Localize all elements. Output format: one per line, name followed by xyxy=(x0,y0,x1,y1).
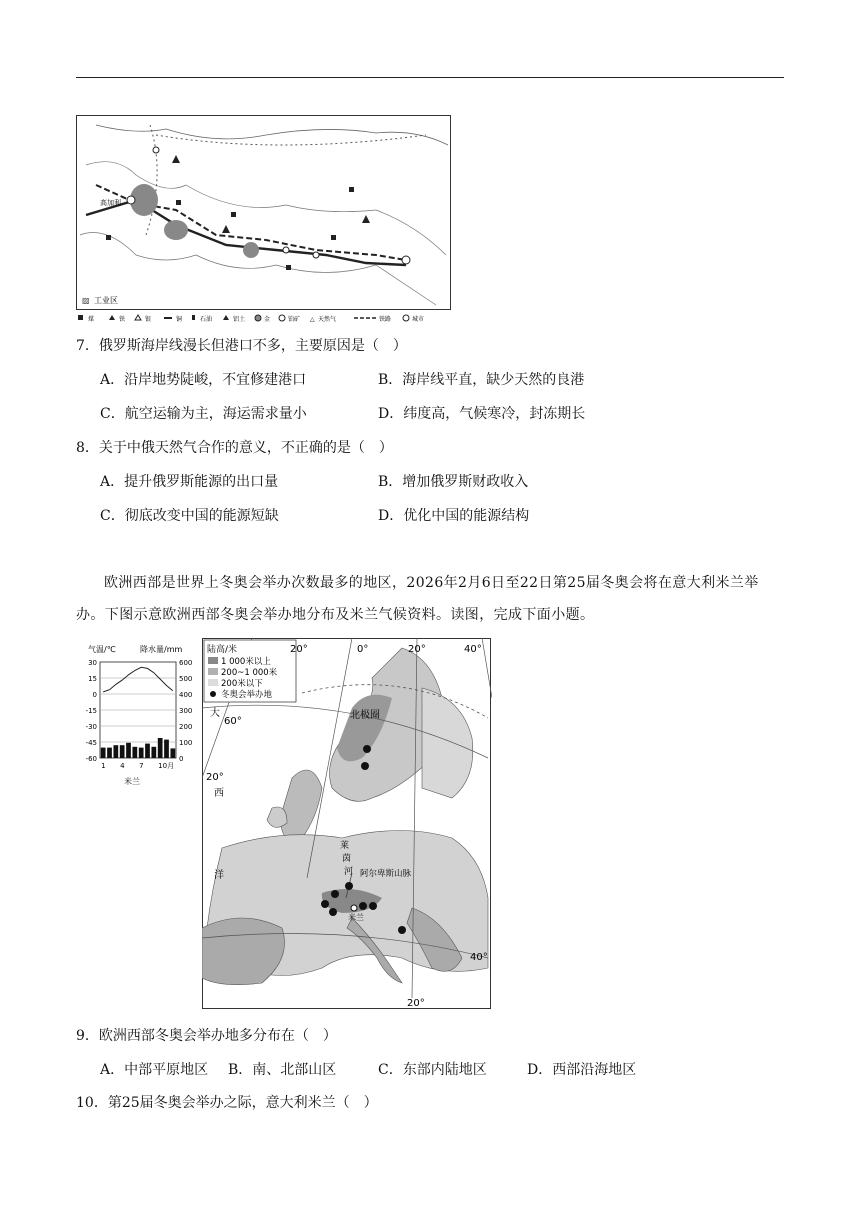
month-tick: 10月 xyxy=(158,762,175,770)
temp-tick: -30 xyxy=(85,723,97,731)
precip-tick: 600 xyxy=(179,659,193,667)
gas-icon: △ xyxy=(310,316,315,323)
lat-label-60: 60° xyxy=(224,716,242,727)
olympic-site xyxy=(345,882,353,890)
temp-tick: -60 xyxy=(85,755,97,763)
legend-item-low: 200米以下 xyxy=(221,679,263,689)
precip-bar xyxy=(113,745,118,758)
legend-mid-swatch xyxy=(208,668,218,675)
olympic-site xyxy=(359,902,367,910)
svg-text:铜: 铜 xyxy=(176,316,183,323)
svg-text:▨: ▨ xyxy=(82,296,90,305)
coal-icon xyxy=(78,315,83,320)
temp-axis-label: 气温/℃ xyxy=(88,645,116,654)
russia-legend xyxy=(78,315,424,323)
legend-low-swatch xyxy=(208,679,218,686)
q8-option-c[interactable]: C．彻底改变中国的能源短缺 xyxy=(100,508,279,524)
month-tick: 1 xyxy=(101,762,106,770)
olympic-site xyxy=(363,745,371,753)
svg-text:金: 金 xyxy=(264,316,271,323)
question-9-stem: 9．欧洲西部冬奥会举办地多分布在（ ） xyxy=(76,1028,337,1044)
q8-option-b[interactable]: B．增加俄罗斯财政收入 xyxy=(378,474,529,490)
q7-option-a[interactable]: A．沿岸地势陡峻，不宜修建港口 xyxy=(100,372,307,388)
industrial-zone-label: 工业区 xyxy=(94,296,118,305)
precip-bar xyxy=(158,738,163,758)
precip-bar xyxy=(151,747,156,758)
city-icon xyxy=(403,315,409,321)
q7-option-d[interactable]: D．纬度高，气候寒冷，封冻期长 xyxy=(378,406,586,422)
russia-resource-map xyxy=(76,115,454,327)
precip-bar xyxy=(126,743,131,758)
precip-bar xyxy=(120,745,125,758)
legend-item-high: 1 000米以上 xyxy=(221,657,271,667)
rhine-char-2: 茵 xyxy=(342,854,352,864)
ocean-char-2: 西 xyxy=(214,788,224,799)
question-10-stem: 10．第25届冬奥会举办之际，意大利米兰（ ） xyxy=(76,1095,378,1111)
europe-map xyxy=(202,638,492,1010)
olympic-site xyxy=(331,890,339,898)
q9-option-d[interactable]: D．西部沿海地区 xyxy=(527,1062,637,1078)
month-tick: 4 xyxy=(120,762,125,770)
header-rule xyxy=(76,77,784,78)
oil-icon xyxy=(192,315,195,320)
olympic-site xyxy=(369,902,377,910)
temp-tick: -15 xyxy=(85,707,97,715)
q9-option-c[interactable]: C．东部内陆地区 xyxy=(378,1062,487,1078)
lat-label-40: 40° xyxy=(470,952,488,963)
q7-option-c[interactable]: C．航空运输为主，海运需求量小 xyxy=(100,406,307,422)
inset-label: 高加利 xyxy=(100,199,121,207)
svg-text:铝土: 铝土 xyxy=(233,316,246,323)
bauxite-icon xyxy=(223,315,229,320)
alps-label: 阿尔卑斯山脉 xyxy=(360,869,412,879)
q8-option-a[interactable]: A．提升俄罗斯能源的出口量 xyxy=(100,474,279,490)
legend-high-swatch xyxy=(208,657,218,664)
temp-tick: 0 xyxy=(92,691,97,699)
svg-text:天然气: 天然气 xyxy=(318,316,337,323)
svg-text:煤: 煤 xyxy=(88,316,95,323)
platinum-icon xyxy=(279,315,285,321)
q9-option-b[interactable]: B．南、北部山区 xyxy=(228,1062,337,1078)
precip-tick: 0 xyxy=(179,755,184,763)
olympic-site xyxy=(398,926,406,934)
temp-tick: 30 xyxy=(88,659,97,667)
legend-item-site: 冬奥会举办地 xyxy=(221,690,273,700)
precip-tick: 500 xyxy=(179,675,193,683)
milan-city-marker xyxy=(351,905,357,911)
question-8-stem: 8．关于中俄天然气合作的意义，不正确的是（ ） xyxy=(76,440,393,456)
olympic-site xyxy=(329,908,337,916)
ocean-char-3: 洋 xyxy=(214,870,224,881)
reading-passage: 欧洲西部是世界上冬奥会举办次数最多的地区，2026年2月6日至22日第25届冬奥会将在意大利米兰举办。下图示意欧洲西部冬奥会举办地分布及米兰气候资料。读图，完成下面小题。 xyxy=(76,575,759,623)
q7-option-b[interactable]: B．海岸线平直，缺少天然的良港 xyxy=(378,372,585,388)
milan-label: 米兰 xyxy=(348,913,364,922)
precip-bar xyxy=(107,748,112,758)
precip-bar xyxy=(145,744,150,758)
svg-text:银: 银 xyxy=(145,316,152,323)
iron-icon xyxy=(109,315,115,320)
rhine-char-1: 莱 xyxy=(340,841,350,851)
precip-bar xyxy=(132,747,137,758)
lon-label-20w: 20° xyxy=(290,644,308,655)
temp-tick: -45 xyxy=(85,739,97,747)
precip-tick: 200 xyxy=(179,723,193,731)
lon-label-0: 0° xyxy=(357,644,369,655)
olympic-site-icon xyxy=(210,691,216,697)
q9-option-a[interactable]: A．中部平原地区 xyxy=(100,1062,209,1078)
copper-icon xyxy=(164,317,172,319)
question-7-stem: 7．俄罗斯海岸线漫长但港口不多，主要原因是（ ） xyxy=(76,338,407,354)
olympic-site xyxy=(321,900,329,908)
precip-bar xyxy=(170,748,175,758)
svg-text:铂矿: 铂矿 xyxy=(288,316,301,323)
silver-icon xyxy=(135,315,141,320)
lon-label-40e: 40° xyxy=(464,644,482,655)
precip-bar xyxy=(101,748,106,758)
q8-option-d[interactable]: D．优化中国的能源结构 xyxy=(378,508,530,524)
svg-text:石油: 石油 xyxy=(200,316,213,323)
precip-tick: 300 xyxy=(179,707,193,715)
precip-axis-label: 降水量/mm xyxy=(140,645,183,654)
ocean-char-1: 大 xyxy=(210,708,220,719)
olympic-site xyxy=(361,762,369,770)
lon-label-20e: 20° xyxy=(408,644,426,655)
precip-bar xyxy=(139,748,144,758)
precip-tick: 400 xyxy=(179,691,193,699)
lon-label-bottom: 20° xyxy=(407,998,425,1009)
arctic-circle-label: 北极圈 xyxy=(350,710,380,721)
precip-tick: 100 xyxy=(179,739,193,747)
legend-item-mid: 200~1 000米 xyxy=(221,668,278,678)
legend-title: 陆高/米 xyxy=(207,645,238,655)
rhine-char-3: 河 xyxy=(344,867,354,877)
month-tick: 7 xyxy=(139,762,144,770)
city-label: 米兰 xyxy=(124,777,140,786)
svg-text:铁路: 铁路 xyxy=(379,316,392,323)
gold-icon xyxy=(255,315,261,321)
temp-line xyxy=(103,667,173,692)
svg-text:城市: 城市 xyxy=(412,316,425,323)
lon-label-left: 20° xyxy=(206,772,224,783)
svg-text:铁: 铁 xyxy=(119,316,126,323)
milan-climate-chart xyxy=(78,640,198,790)
precip-bar xyxy=(164,740,169,758)
temp-tick: 15 xyxy=(88,675,97,683)
